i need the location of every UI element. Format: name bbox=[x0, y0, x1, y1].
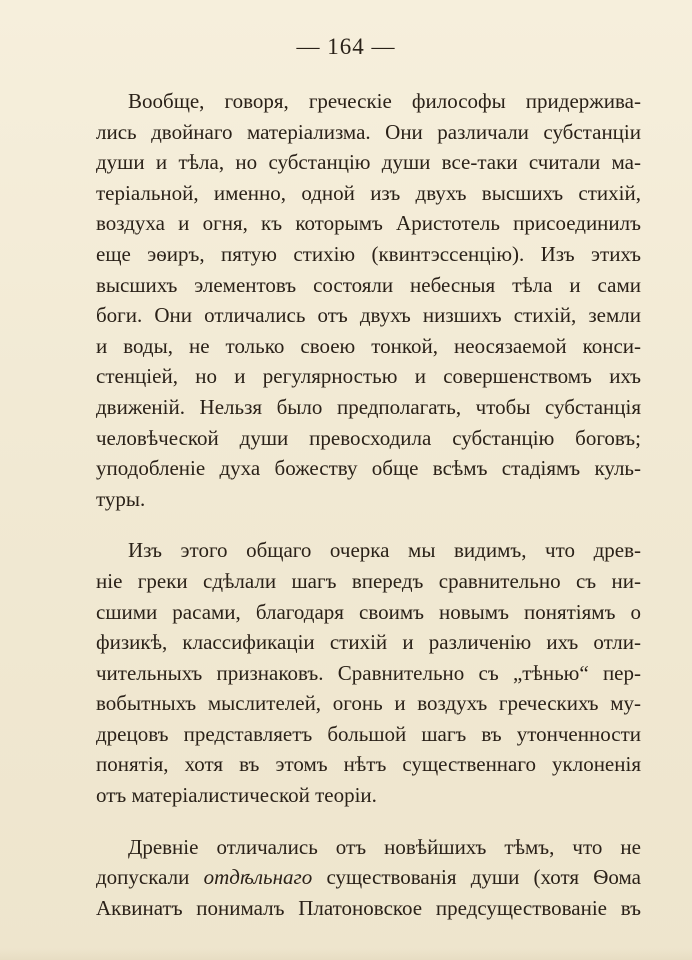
text-line: души и тѣла, но субстанцію души все-таки считали ма- bbox=[96, 150, 641, 175]
text-line: уподобленіе духа божеству обще всѣмъ стадіямъ куль- bbox=[96, 456, 641, 481]
text-line: стенціей, но и регулярностью и совершенствомъ ихъ bbox=[96, 364, 641, 389]
text-line: воздуха и огня, къ которымъ Аристотель присоединилъ bbox=[96, 211, 641, 236]
text-line: боги. Они отличались отъ двухъ низшихъ стихій, земли bbox=[96, 303, 641, 328]
text-segment: допускали bbox=[96, 865, 204, 890]
text-line: физикѣ, классификаціи стихій и различенію ихъ отли- bbox=[96, 630, 641, 655]
text-line: ніе греки сдѣлали шагъ впередъ сравнительно съ ни- bbox=[96, 568, 641, 593]
text-line: сшими расами, благодаря своимъ новымъ понятіямъ о bbox=[96, 599, 641, 624]
paragraph-2 bbox=[96, 535, 641, 810]
text-line: еще эѳиръ, пятую стихію (квинтэссенцію). Изъ этихъ bbox=[96, 241, 641, 266]
text-line: высшихъ элементовъ состояли небесныя тѣла и сами bbox=[96, 272, 641, 297]
page-bottom-edge bbox=[0, 948, 692, 960]
text-line: человѣческой души превосходила субстанцію боговъ; bbox=[96, 425, 641, 450]
text-line: Древніе отличались отъ новѣйшихъ тѣмъ, что не bbox=[128, 834, 641, 859]
text-line: и воды, не только своею тонкой, неосязаемой конси- bbox=[96, 333, 641, 358]
text-line: туры. bbox=[96, 486, 146, 511]
paragraph-3 bbox=[96, 832, 641, 924]
body-text bbox=[96, 86, 641, 923]
text-line: понятія, хотя въ этомъ нѣтъ существеннаго уклоненія bbox=[96, 752, 641, 777]
text-line: лись двойнаго матеріализма. Они различали субстанціи bbox=[96, 119, 641, 144]
text-line: Изъ этого общаго очерка мы видимъ, что древ- bbox=[128, 538, 641, 563]
text-line: теріальной, именно, одной изъ двухъ высшихъ стихій, bbox=[96, 180, 641, 205]
text-line bbox=[96, 862, 641, 893]
text-line: вобытныхъ мыслителей, огонь и воздухъ греческихъ му- bbox=[96, 691, 641, 716]
text-line: Вообще, говоря, греческіе философы придержива- bbox=[128, 89, 641, 113]
text-line: движеній. Нельзя было предполагать, чтобы субстанція bbox=[96, 394, 641, 419]
emphasized-word: отдѣльнаго bbox=[203, 865, 313, 890]
text-line: Аквинатъ понималъ Платоновское предсуществованіе въ bbox=[96, 895, 641, 920]
text-line: отъ матеріалистической теоріи. bbox=[96, 783, 377, 808]
text-line: чительныхъ признаковъ. Сравнительно съ „тѣнью“ пер- bbox=[96, 660, 641, 685]
text-line: дрецовъ представляетъ большой шагъ въ утонченности bbox=[96, 721, 641, 746]
paragraph-1 bbox=[96, 86, 641, 514]
text-segment: существованія души (хотя Ѳома bbox=[312, 865, 641, 890]
page-number: — 164 — bbox=[296, 34, 396, 59]
